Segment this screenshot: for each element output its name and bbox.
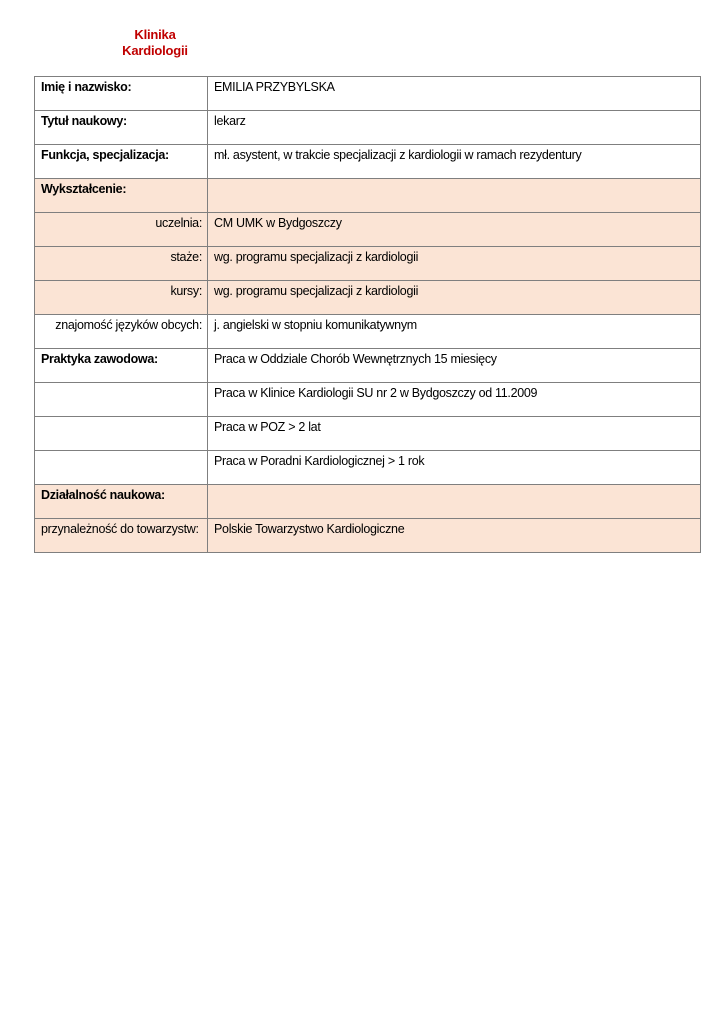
value-university: CM UMK w Bydgoszczy: [208, 213, 701, 247]
value-research: [208, 485, 701, 519]
value-societies: Polskie Towarzystwo Kardiologiczne: [208, 519, 701, 553]
label-name: Imię i nazwisko:: [35, 77, 208, 111]
row-function: [35, 145, 701, 179]
label-languages: znajomość języków obcych:: [35, 315, 208, 349]
value-function: mł. asystent, w trakcie specjalizacji z kardiologii w ramach rezydentury: [208, 145, 701, 179]
value-name: EMILIA PRZYBYLSKA: [208, 77, 701, 111]
row-practice-3: [35, 417, 701, 451]
row-languages: [35, 315, 701, 349]
value-practice-1: Praca w Oddziale Chorób Wewnętrznych 15 miesięcy: [208, 349, 701, 383]
row-courses: [35, 281, 701, 315]
value-practice-4: Praca w Poradni Kardiologicznej > 1 rok: [208, 451, 701, 485]
label-societies: przynależność do towarzystw:: [35, 519, 208, 553]
label-function: Funkcja, specjalizacja:: [35, 145, 208, 179]
label-practice-2: [35, 383, 208, 417]
label-research: Działalność naukowa:: [35, 485, 208, 519]
value-practice-2: Praca w Klinice Kardiologii SU nr 2 w Bydgoszczy od 11.2009: [208, 383, 701, 417]
label-practice-3: [35, 417, 208, 451]
label-courses: kursy:: [35, 281, 208, 315]
value-education: [208, 179, 701, 213]
row-education: [35, 179, 701, 213]
label-internships: staże:: [35, 247, 208, 281]
row-university: [35, 213, 701, 247]
row-societies: [35, 519, 701, 553]
row-title: [35, 111, 701, 145]
clinic-header: [110, 27, 200, 59]
label-education: Wykształcenie:: [35, 179, 208, 213]
row-name: [35, 77, 701, 111]
value-practice-3: Praca w POZ > 2 lat: [208, 417, 701, 451]
row-practice-4: [35, 451, 701, 485]
value-courses: wg. programu specjalizacji z kardiologii: [208, 281, 701, 315]
value-languages: j. angielski w stopniu komunikatywnym: [208, 315, 701, 349]
value-title: lekarz: [208, 111, 701, 145]
label-university: uczelnia:: [35, 213, 208, 247]
row-practice: [35, 349, 701, 383]
row-research: [35, 485, 701, 519]
row-practice-2: [35, 383, 701, 417]
row-internships: [35, 247, 701, 281]
label-practice-4: [35, 451, 208, 485]
profile-table: [34, 76, 701, 553]
label-practice: Praktyka zawodowa:: [35, 349, 208, 383]
label-title: Tytuł naukowy:: [35, 111, 208, 145]
value-internships: wg. programu specjalizacji z kardiologii: [208, 247, 701, 281]
clinic-header-line1: Klinika: [134, 27, 176, 42]
clinic-header-line2: Kardiologii: [122, 43, 188, 58]
